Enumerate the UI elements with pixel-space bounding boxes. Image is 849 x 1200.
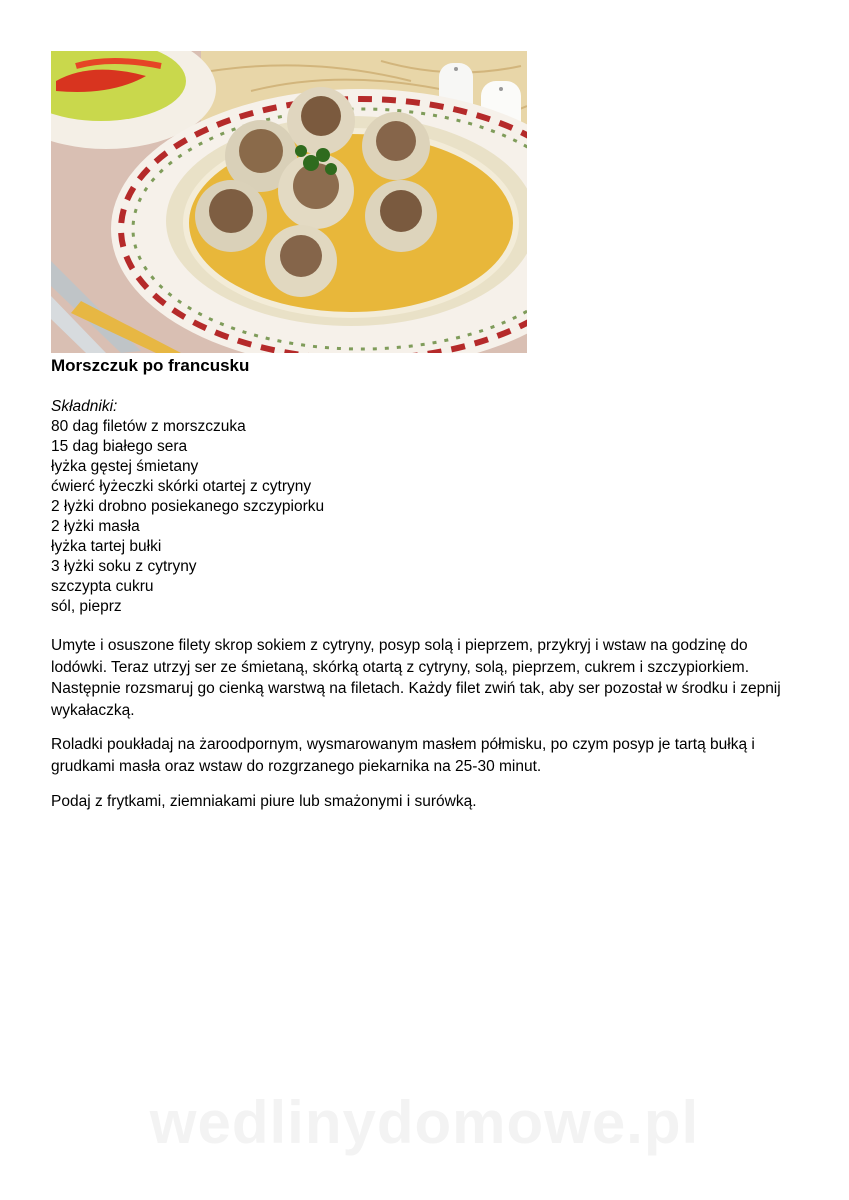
ingredient-item: 2 łyżki drobno posiekanego szczypiorku — [51, 498, 325, 515]
recipe-title: Morszczuk po francusku — [51, 356, 250, 375]
ingredient-item: ćwierć łyżeczki skórki otartej z cytryny — [51, 478, 312, 495]
ingredient-item: sól, pieprz — [51, 598, 122, 615]
watermark: wedlinydomowe.pl — [149, 1089, 700, 1156]
instruction-paragraph: Umyte i osuszone filety skrop sokiem z cytryny, posyp solą i pieprzem, przykryj i wstaw na godzinę do lodówki. Teraz utrzyj ser ze śmietaną, skórką otartą z cytryny, solą, pieprzem, cukrem i szczypiorkiem. Następnie rozsmaruj go cienką warstwą na filetach. Każdy filet zwiń tak, aby ser pozostał w środku i zepnij wykałaczką. — [51, 637, 781, 719]
ingredient-item: łyżka gęstej śmietany — [51, 458, 199, 475]
instruction-paragraph: Roladki poukładaj na żaroodpornym, wysmarowanym masłem półmisku, po czym posyp je tartą bułką i grudkami masła oraz wstaw do rozgrzanego piekarnika na 25-30 minut. — [51, 736, 755, 775]
ingredients-label: Składniki: — [51, 398, 118, 415]
ingredient-item: 15 dag białego sera — [51, 438, 188, 455]
ingredients-list — [51, 417, 324, 617]
serving-suggestion: Podaj z frytkami, ziemniakami piure lub smażonymi i surówką. — [51, 793, 477, 810]
ingredient-item: 80 dag filetów z morszczuka — [51, 418, 246, 435]
recipe-photo — [51, 51, 527, 353]
ingredients-section — [51, 397, 324, 617]
ingredient-item: 3 łyżki soku z cytryny — [51, 558, 197, 575]
ingredient-item: łyżka tartej bułki — [51, 538, 162, 555]
ingredient-item: szczypta cukru — [51, 578, 154, 595]
ingredient-item: 2 łyżki masła — [51, 518, 140, 535]
